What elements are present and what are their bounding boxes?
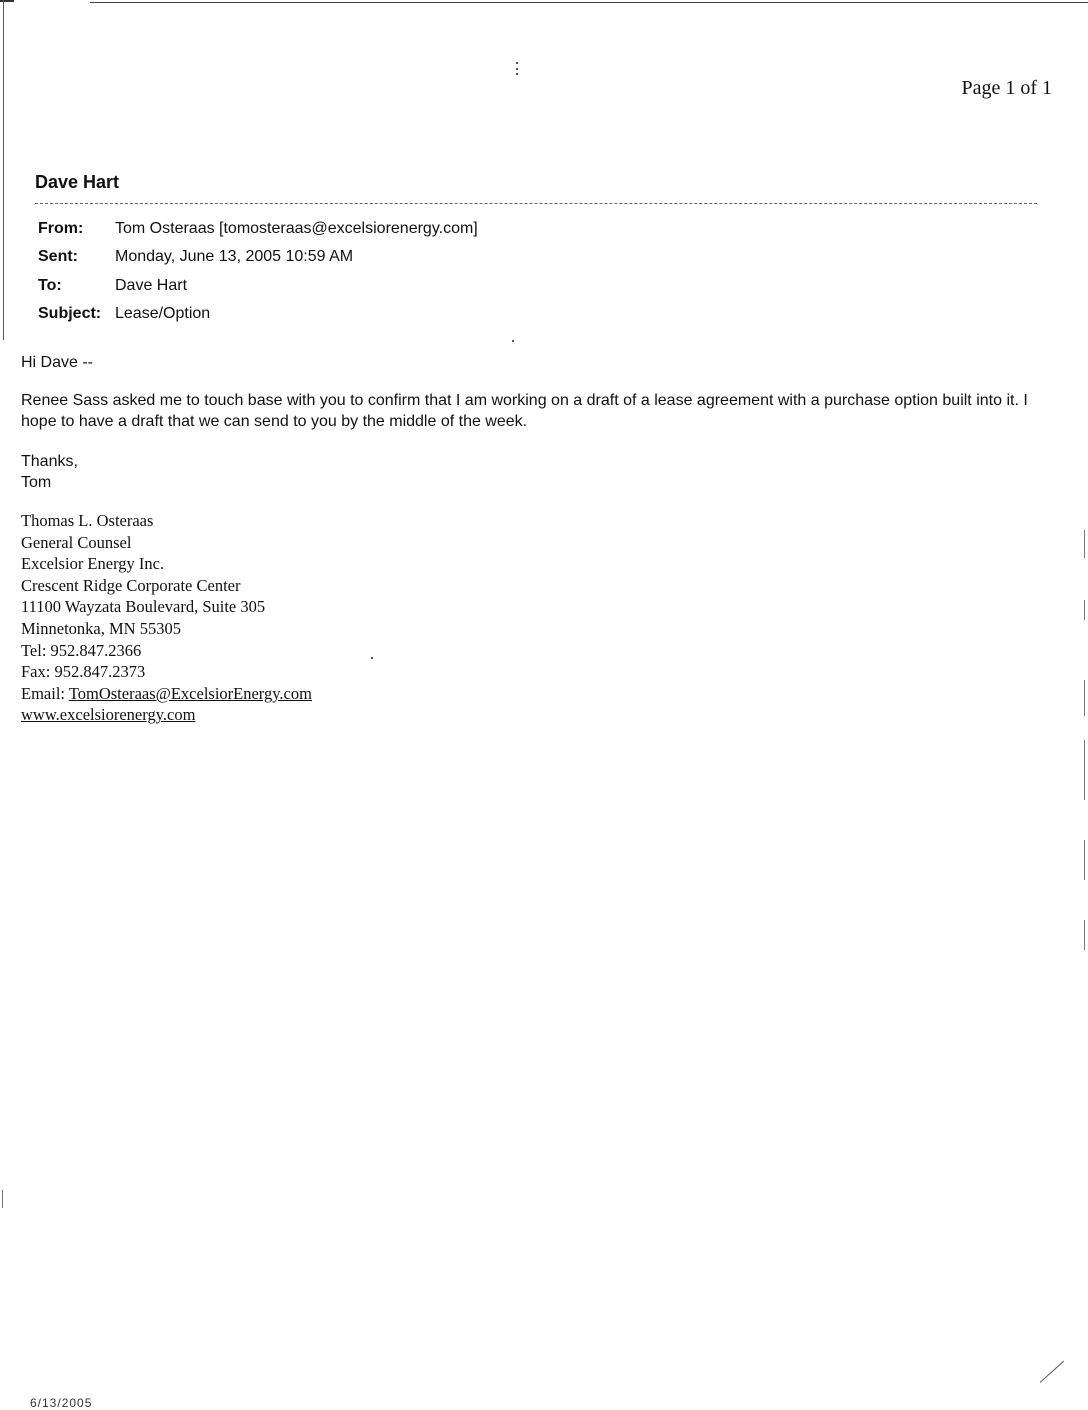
footer-date-fragment: 6/13/2005 [30,1396,93,1410]
header-row-sent [38,248,353,266]
scan-speck [516,73,518,75]
signature-street: 11100 Wayzata Boulevard, Suite 305 [21,597,266,617]
scan-margin-mark [1084,840,1085,880]
signature-city: Minnetonka, MN 55305 [21,618,181,638]
scan-margin-mark [1084,920,1085,950]
header-row-to [38,277,187,295]
signature-name: Thomas L. Osteraas [21,511,154,530]
scan-speck [371,657,373,659]
greeting: Hi Dave -- [21,354,94,371]
scan-speck [516,68,518,70]
scan-left-edge [3,0,4,340]
scan-margin-mark [1084,680,1085,716]
header-row-subject [38,305,210,323]
signature-email-line [21,683,312,705]
closing: Thanks, [21,453,78,470]
scan-speck [516,62,518,64]
signature-company: Excelsior Energy Inc. [21,554,165,574]
from-label: From: [38,220,84,237]
scan-margin-mark [1084,530,1085,558]
email-body [21,352,1061,493]
signature-building: Crescent Ridge Corporate Center [21,575,241,595]
to-value: Dave Hart [115,277,188,294]
sender-first-name: Tom [21,474,52,491]
signature-website-link[interactable]: www.excelsiorenergy.com [21,705,196,725]
signature-block [21,510,312,726]
signature-email-label: Email: [21,683,69,703]
recipient-heading: Dave Hart [35,172,120,192]
subject-value: Lease/Option [115,305,211,322]
signature-fax: Fax: 952.847.2373 [21,662,146,682]
signature-tel: Tel: 952.847.2366 [21,640,142,660]
signature-email-link[interactable]: TomOsteraas@ExcelsiorEnergy.com [68,683,312,703]
scan-margin-mark [1084,600,1085,620]
sent-value: Monday, June 13, 2005 10:59 AM [115,248,354,265]
message-paragraph: Renee Sass asked me to touch base with you to confirm that I am working on a draft of a lease agreement with a purchase option built into it. I hope to have a draft that we can send to you by the middle of the week. [21,392,1028,430]
scan-margin-mark [2,1190,3,1208]
scan-pen-mark [1040,1361,1064,1383]
page-number: Page 1 of 1 [961,77,1052,99]
header-row-from [38,220,478,238]
scan-speck [512,340,514,342]
subject-label: Subject: [38,305,102,322]
sent-label: Sent: [38,248,78,265]
header-divider [35,203,1037,204]
from-value: Tom Osteraas [tomosteraas@excelsiorenergy.com] [115,220,478,237]
scan-margin-mark [1084,740,1085,800]
to-label: To: [38,277,62,294]
scan-top-edge [90,2,1088,3]
signature-title: General Counsel [21,532,132,552]
